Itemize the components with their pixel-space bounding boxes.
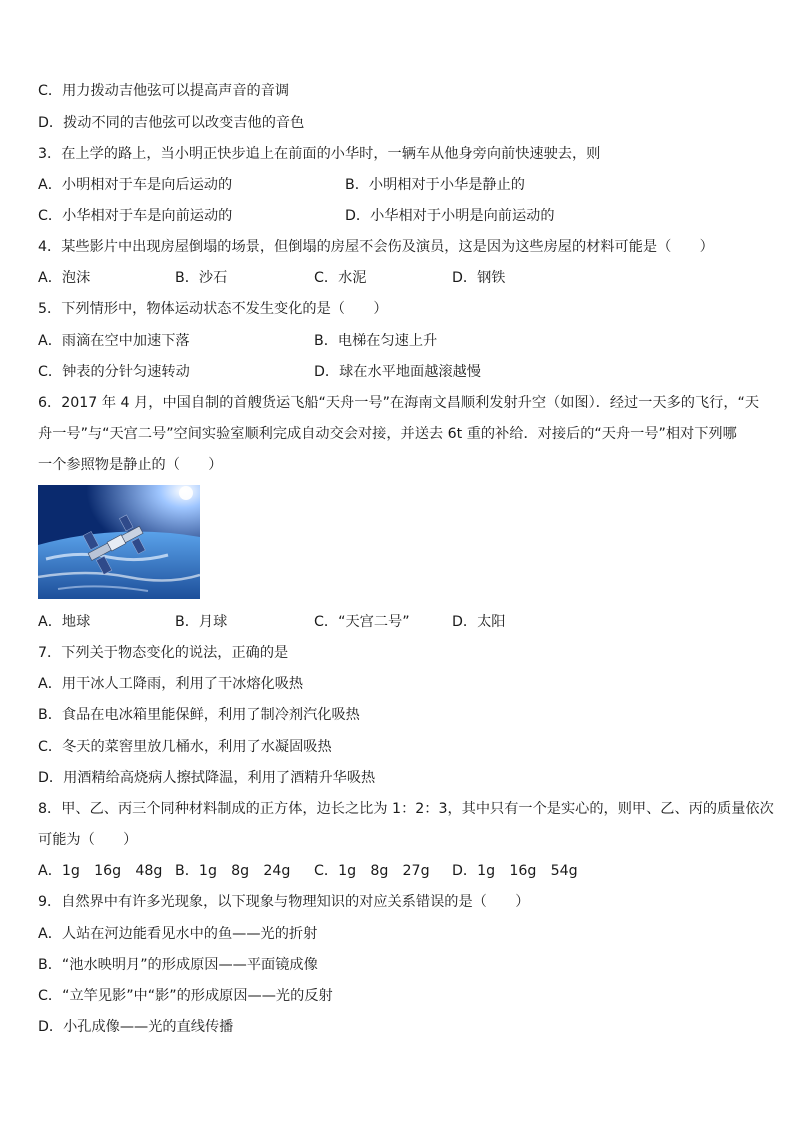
q7-option-a: A．用干冰人工降雨，利用了干冰熔化吸热 — [38, 676, 304, 692]
q7-option-b: B．食品在电冰箱里能保鲜，利用了制冷剂汽化吸热 — [38, 707, 360, 723]
q6-option-a: A．地球 — [38, 614, 91, 630]
spacecraft-illustration — [38, 485, 200, 599]
q6-option-c: C．“天宫二号” — [314, 614, 410, 630]
q2-option-d: D．拨动不同的吉他弦可以改变吉他的音色 — [38, 115, 305, 131]
q5-option-d: D．球在水平地面越滚越慢 — [314, 364, 481, 380]
q6-option-b: B．月球 — [175, 614, 228, 630]
question-5: 5．下列情形中，物体运动状态不发生变化的是（ ） — [38, 301, 388, 317]
q3-option-b: B．小明相对于小华是静止的 — [345, 177, 525, 193]
question-7: 7．下列关于物态变化的说法，正确的是 — [38, 645, 289, 661]
q4-option-a: A．泡沫 — [38, 270, 91, 286]
q9-option-d: D．小孔成像——光的直线传播 — [38, 1019, 234, 1035]
q5-option-c: C．钟表的分针匀速转动 — [38, 364, 190, 380]
q6-option-d: D．太阳 — [452, 614, 506, 630]
question-3: 3．在上学的路上，当小明正快步追上在前面的小华时，一辆车从他身旁向前快速驶去，则 — [38, 146, 601, 162]
q4-option-d: D．钢铁 — [452, 270, 506, 286]
question-6-line-1: 6．2017 年 4 月，中国自制的首艘货运飞船“天舟一号”在海南文昌顺利发射升空（如图）．经过一天多的飞行，“天 — [38, 395, 760, 411]
q2-option-c: C．用力拨动吉他弦可以提高声音的音调 — [38, 83, 290, 99]
q8-option-b: B．1g 8g 24g — [175, 863, 291, 879]
q4-option-b: B．沙石 — [175, 270, 228, 286]
q8-option-d: D．1g 16g 54g — [452, 863, 578, 879]
q7-option-c: C．冬天的菜窖里放几桶水，利用了水凝固吸热 — [38, 739, 332, 755]
question-8-line-2: 可能为（ ） — [38, 832, 138, 848]
question-9: 9．自然界中有许多光现象，以下现象与物理知识的对应关系错误的是（ ） — [38, 894, 530, 910]
q5-option-b: B．电梯在匀速上升 — [314, 333, 438, 349]
q9-option-b: B．“池水映明月”的形成原因——平面镜成像 — [38, 957, 318, 973]
q8-option-a: A．1g 16g 48g — [38, 863, 163, 879]
q9-option-a: A．人站在河边能看见水中的鱼——光的折射 — [38, 926, 318, 942]
q3-option-a: A．小明相对于车是向后运动的 — [38, 177, 233, 193]
q8-option-c: C．1g 8g 27g — [314, 863, 430, 879]
spacecraft-photo — [38, 485, 200, 599]
question-4: 4．某些影片中出现房屋倒塌的场景，但倒塌的房屋不会伤及演员，这是因为这些房屋的材料可能是（ ） — [38, 239, 714, 255]
question-6-line-2: 舟一号”与“天宫二号”空间实验室顺利完成自动交会对接，并送去 6t 重的补给．对接后的“天舟一号”相对下列哪 — [38, 426, 737, 442]
q4-option-c: C．水泥 — [314, 270, 367, 286]
q9-option-c: C．“立竿见影”中“影”的形成原因——光的反射 — [38, 988, 333, 1004]
q7-option-d: D．用酒精给高烧病人擦拭降温，利用了酒精升华吸热 — [38, 770, 376, 786]
question-6-line-3: 一个参照物是静止的（ ） — [38, 457, 223, 473]
q5-option-a: A．雨滴在空中加速下落 — [38, 333, 190, 349]
question-8-line-1: 8．甲、乙、丙三个同种材料制成的正方体，边长之比为 1：2：3，其中只有一个是实心的，则甲、乙、丙的质量依次 — [38, 801, 774, 817]
q3-option-d: D．小华相对于小明是向前运动的 — [345, 208, 555, 224]
q3-option-c: C．小华相对于车是向前运动的 — [38, 208, 233, 224]
